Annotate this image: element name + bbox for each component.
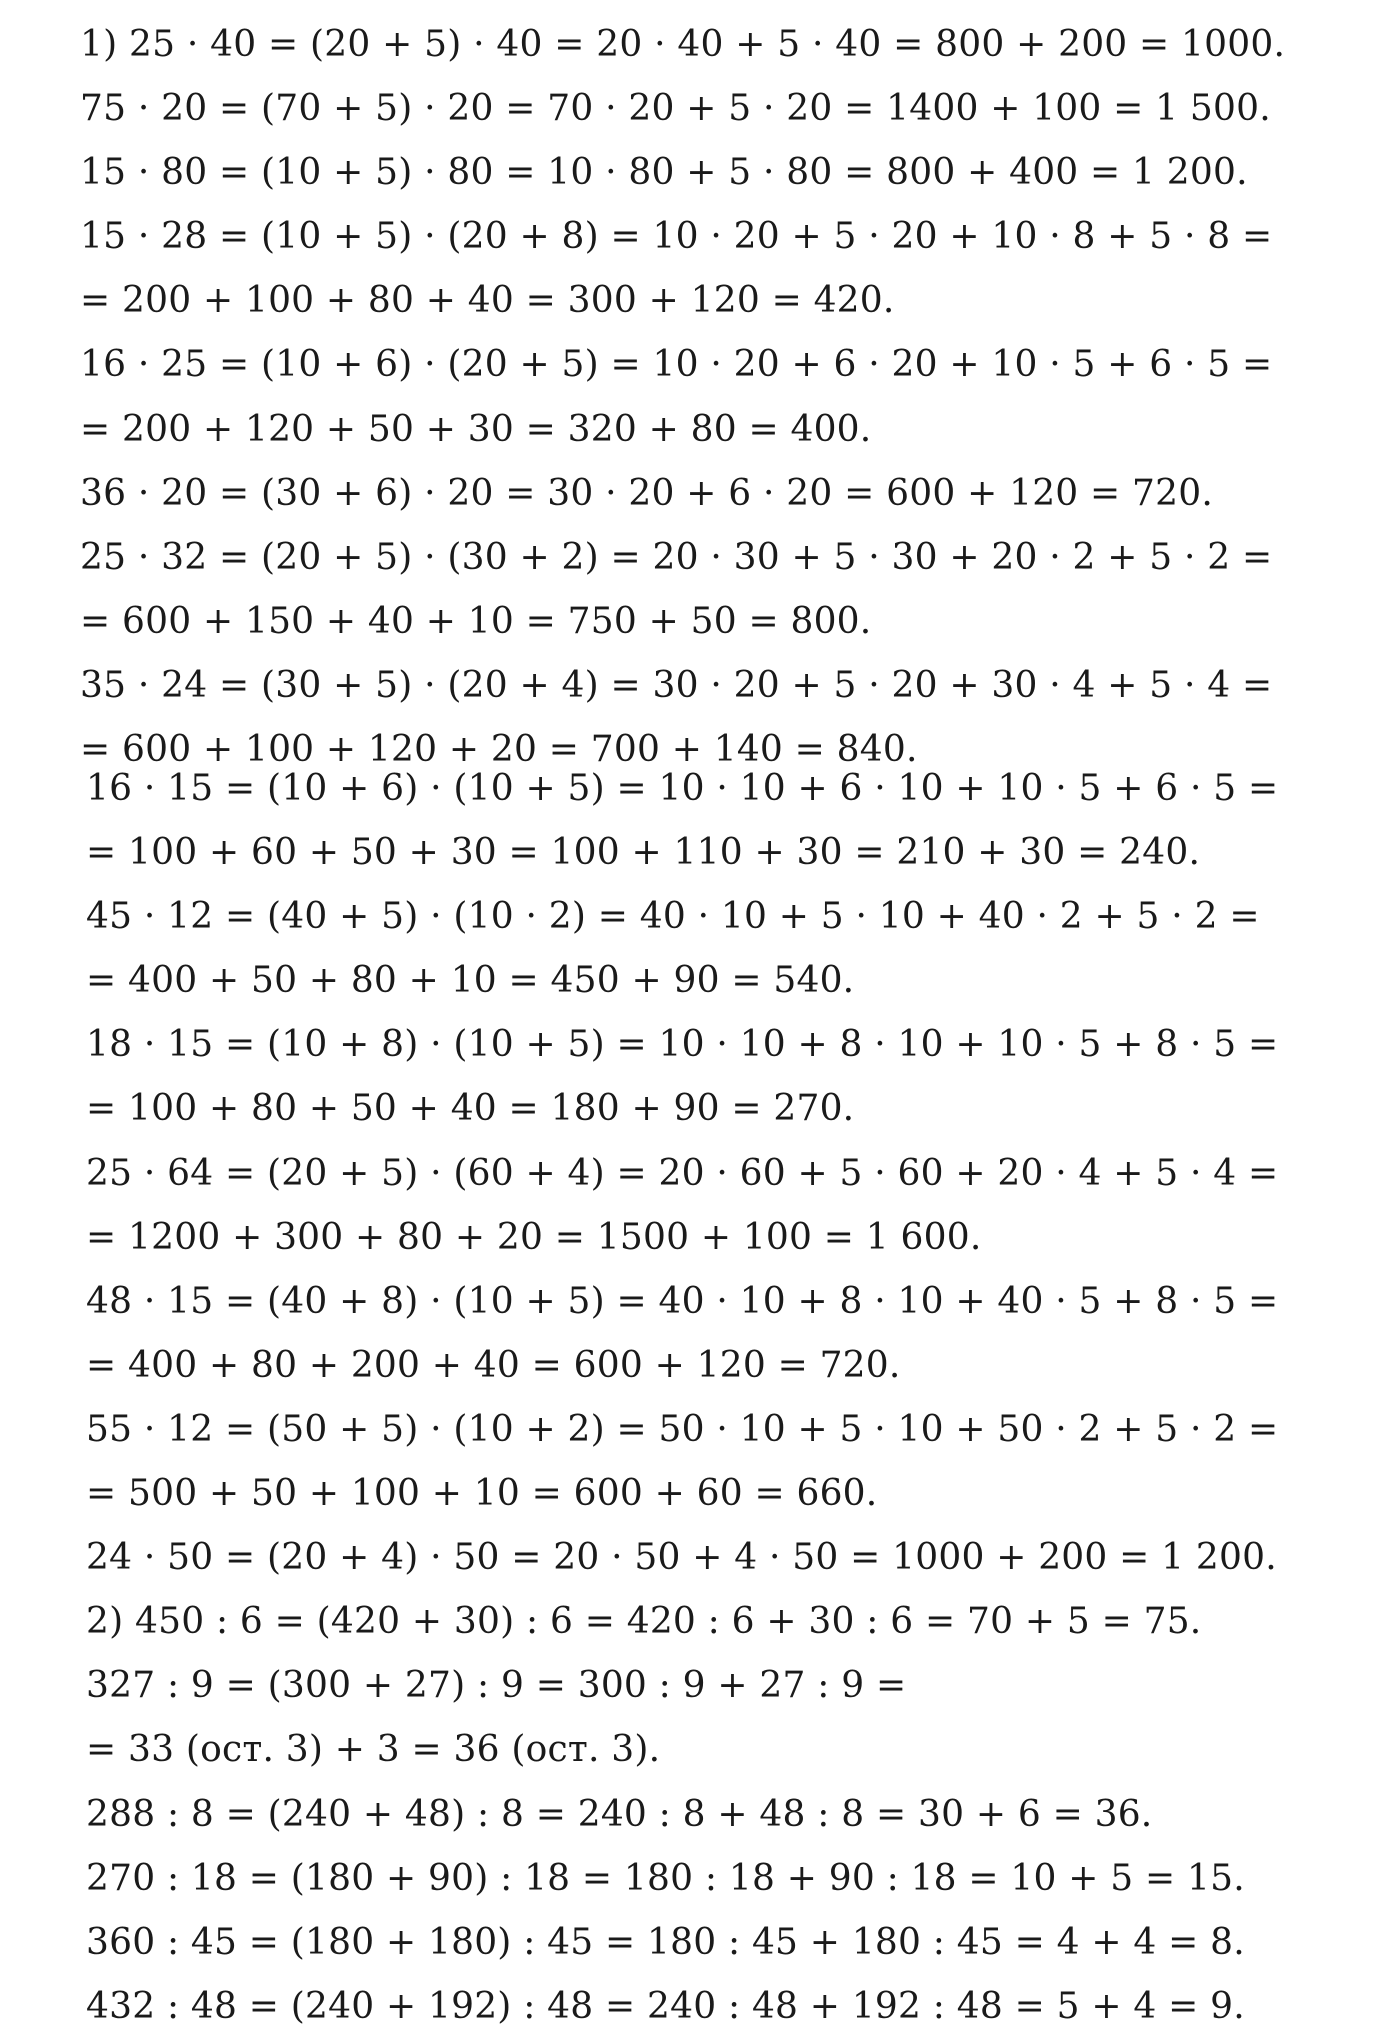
math-line: = 200 + 120 + 50 + 30 = 320 + 80 = 400. <box>80 408 872 450</box>
math-line: 25 · 64 = (20 + 5) · (60 + 4) = 20 · 60 + 5 · 60 + 20 · 4 + 5 · 4 = <box>86 1152 1279 1194</box>
math-line: = 100 + 60 + 50 + 30 = 100 + 110 + 30 = 210 + 30 = 240. <box>86 832 1201 874</box>
math-line: 55 · 12 = (50 + 5) · (10 + 2) = 50 · 10 + 5 · 10 + 50 · 2 + 5 · 2 = <box>86 1408 1279 1450</box>
math-line: 16 · 25 = (10 + 6) · (20 + 5) = 10 · 20 + 6 · 20 + 10 · 5 + 6 · 5 = <box>80 344 1273 386</box>
math-line: 432 : 48 = (240 + 192) : 48 = 240 : 48 + 192 : 48 = 5 + 4 = 9. <box>86 1985 1245 2027</box>
math-line: 36 · 20 = (30 + 6) · 20 = 30 · 20 + 6 · 20 = 600 + 120 = 720. <box>80 472 1214 514</box>
math-line: 360 : 45 = (180 + 180) : 45 = 180 : 45 + 180 : 45 = 4 + 4 = 8. <box>86 1921 1245 1963</box>
math-line: 2) 450 : 6 = (420 + 30) : 6 = 420 : 6 + 30 : 6 = 70 + 5 = 75. <box>86 1601 1202 1643</box>
math-line: 24 · 50 = (20 + 4) · 50 = 20 · 50 + 4 · 50 = 1000 + 200 = 1 200. <box>86 1537 1277 1579</box>
math-line: 1) 25 · 40 = (20 + 5) · 40 = 20 · 40 + 5 · 40 = 800 + 200 = 1000. <box>80 24 1286 65</box>
solution-block-part1 <box>80 13 1360 782</box>
math-line: 35 · 24 = (30 + 5) · (20 + 4) = 30 · 20 + 5 · 20 + 30 · 4 + 5 · 4 = <box>80 664 1273 706</box>
math-line: = 100 + 80 + 50 + 40 = 180 + 90 = 270. <box>86 1088 855 1130</box>
math-line: = 600 + 100 + 120 + 20 = 700 + 140 = 840. <box>80 729 918 771</box>
math-line: 270 : 18 = (180 + 90) : 18 = 180 : 18 + 90 : 18 = 10 + 5 = 15. <box>86 1857 1245 1899</box>
math-line: 288 : 8 = (240 + 48) : 8 = 240 : 8 + 48 : 8 = 30 + 6 = 36. <box>86 1793 1153 1835</box>
math-line: = 200 + 100 + 80 + 40 = 300 + 120 = 420. <box>80 280 895 322</box>
math-line: 16 · 15 = (10 + 6) · (10 + 5) = 10 · 10 + 6 · 10 + 10 · 5 + 6 · 5 = <box>86 768 1279 809</box>
math-line: 15 · 28 = (10 + 5) · (20 + 8) = 10 · 20 + 5 · 20 + 10 · 8 + 5 · 8 = <box>80 216 1273 258</box>
math-line: 18 · 15 = (10 + 8) · (10 + 5) = 10 · 10 + 8 · 10 + 10 · 5 + 8 · 5 = <box>86 1024 1279 1066</box>
math-line: 327 : 9 = (300 + 27) : 9 = 300 : 9 + 27 : 9 = <box>86 1665 907 1707</box>
math-line: 75 · 20 = (70 + 5) · 20 = 70 · 20 + 5 · 20 = 1400 + 100 = 1 500. <box>80 88 1271 130</box>
solution-block-part2 <box>86 757 1366 2039</box>
math-line: 48 · 15 = (40 + 8) · (10 + 5) = 40 · 10 + 8 · 10 + 40 · 5 + 8 · 5 = <box>86 1280 1279 1322</box>
math-line: = 400 + 80 + 200 + 40 = 600 + 120 = 720. <box>86 1344 901 1386</box>
math-line: 45 · 12 = (40 + 5) · (10 · 2) = 40 · 10 + 5 · 10 + 40 · 2 + 5 · 2 = <box>86 896 1260 938</box>
math-line: = 500 + 50 + 100 + 10 = 600 + 60 = 660. <box>86 1473 878 1515</box>
math-line: = 600 + 150 + 40 + 10 = 750 + 50 = 800. <box>80 600 872 642</box>
math-line: = 1200 + 300 + 80 + 20 = 1500 + 100 = 1 600. <box>86 1216 982 1258</box>
math-line: = 400 + 50 + 80 + 10 = 450 + 90 = 540. <box>86 960 855 1002</box>
math-line: 25 · 32 = (20 + 5) · (30 + 2) = 20 · 30 + 5 · 30 + 20 · 2 + 5 · 2 = <box>80 536 1273 578</box>
math-line: 15 · 80 = (10 + 5) · 80 = 10 · 80 + 5 · 80 = 800 + 400 = 1 200. <box>80 152 1248 194</box>
math-line: = 33 (ост. 3) + 3 = 36 (ост. 3). <box>86 1729 661 1771</box>
